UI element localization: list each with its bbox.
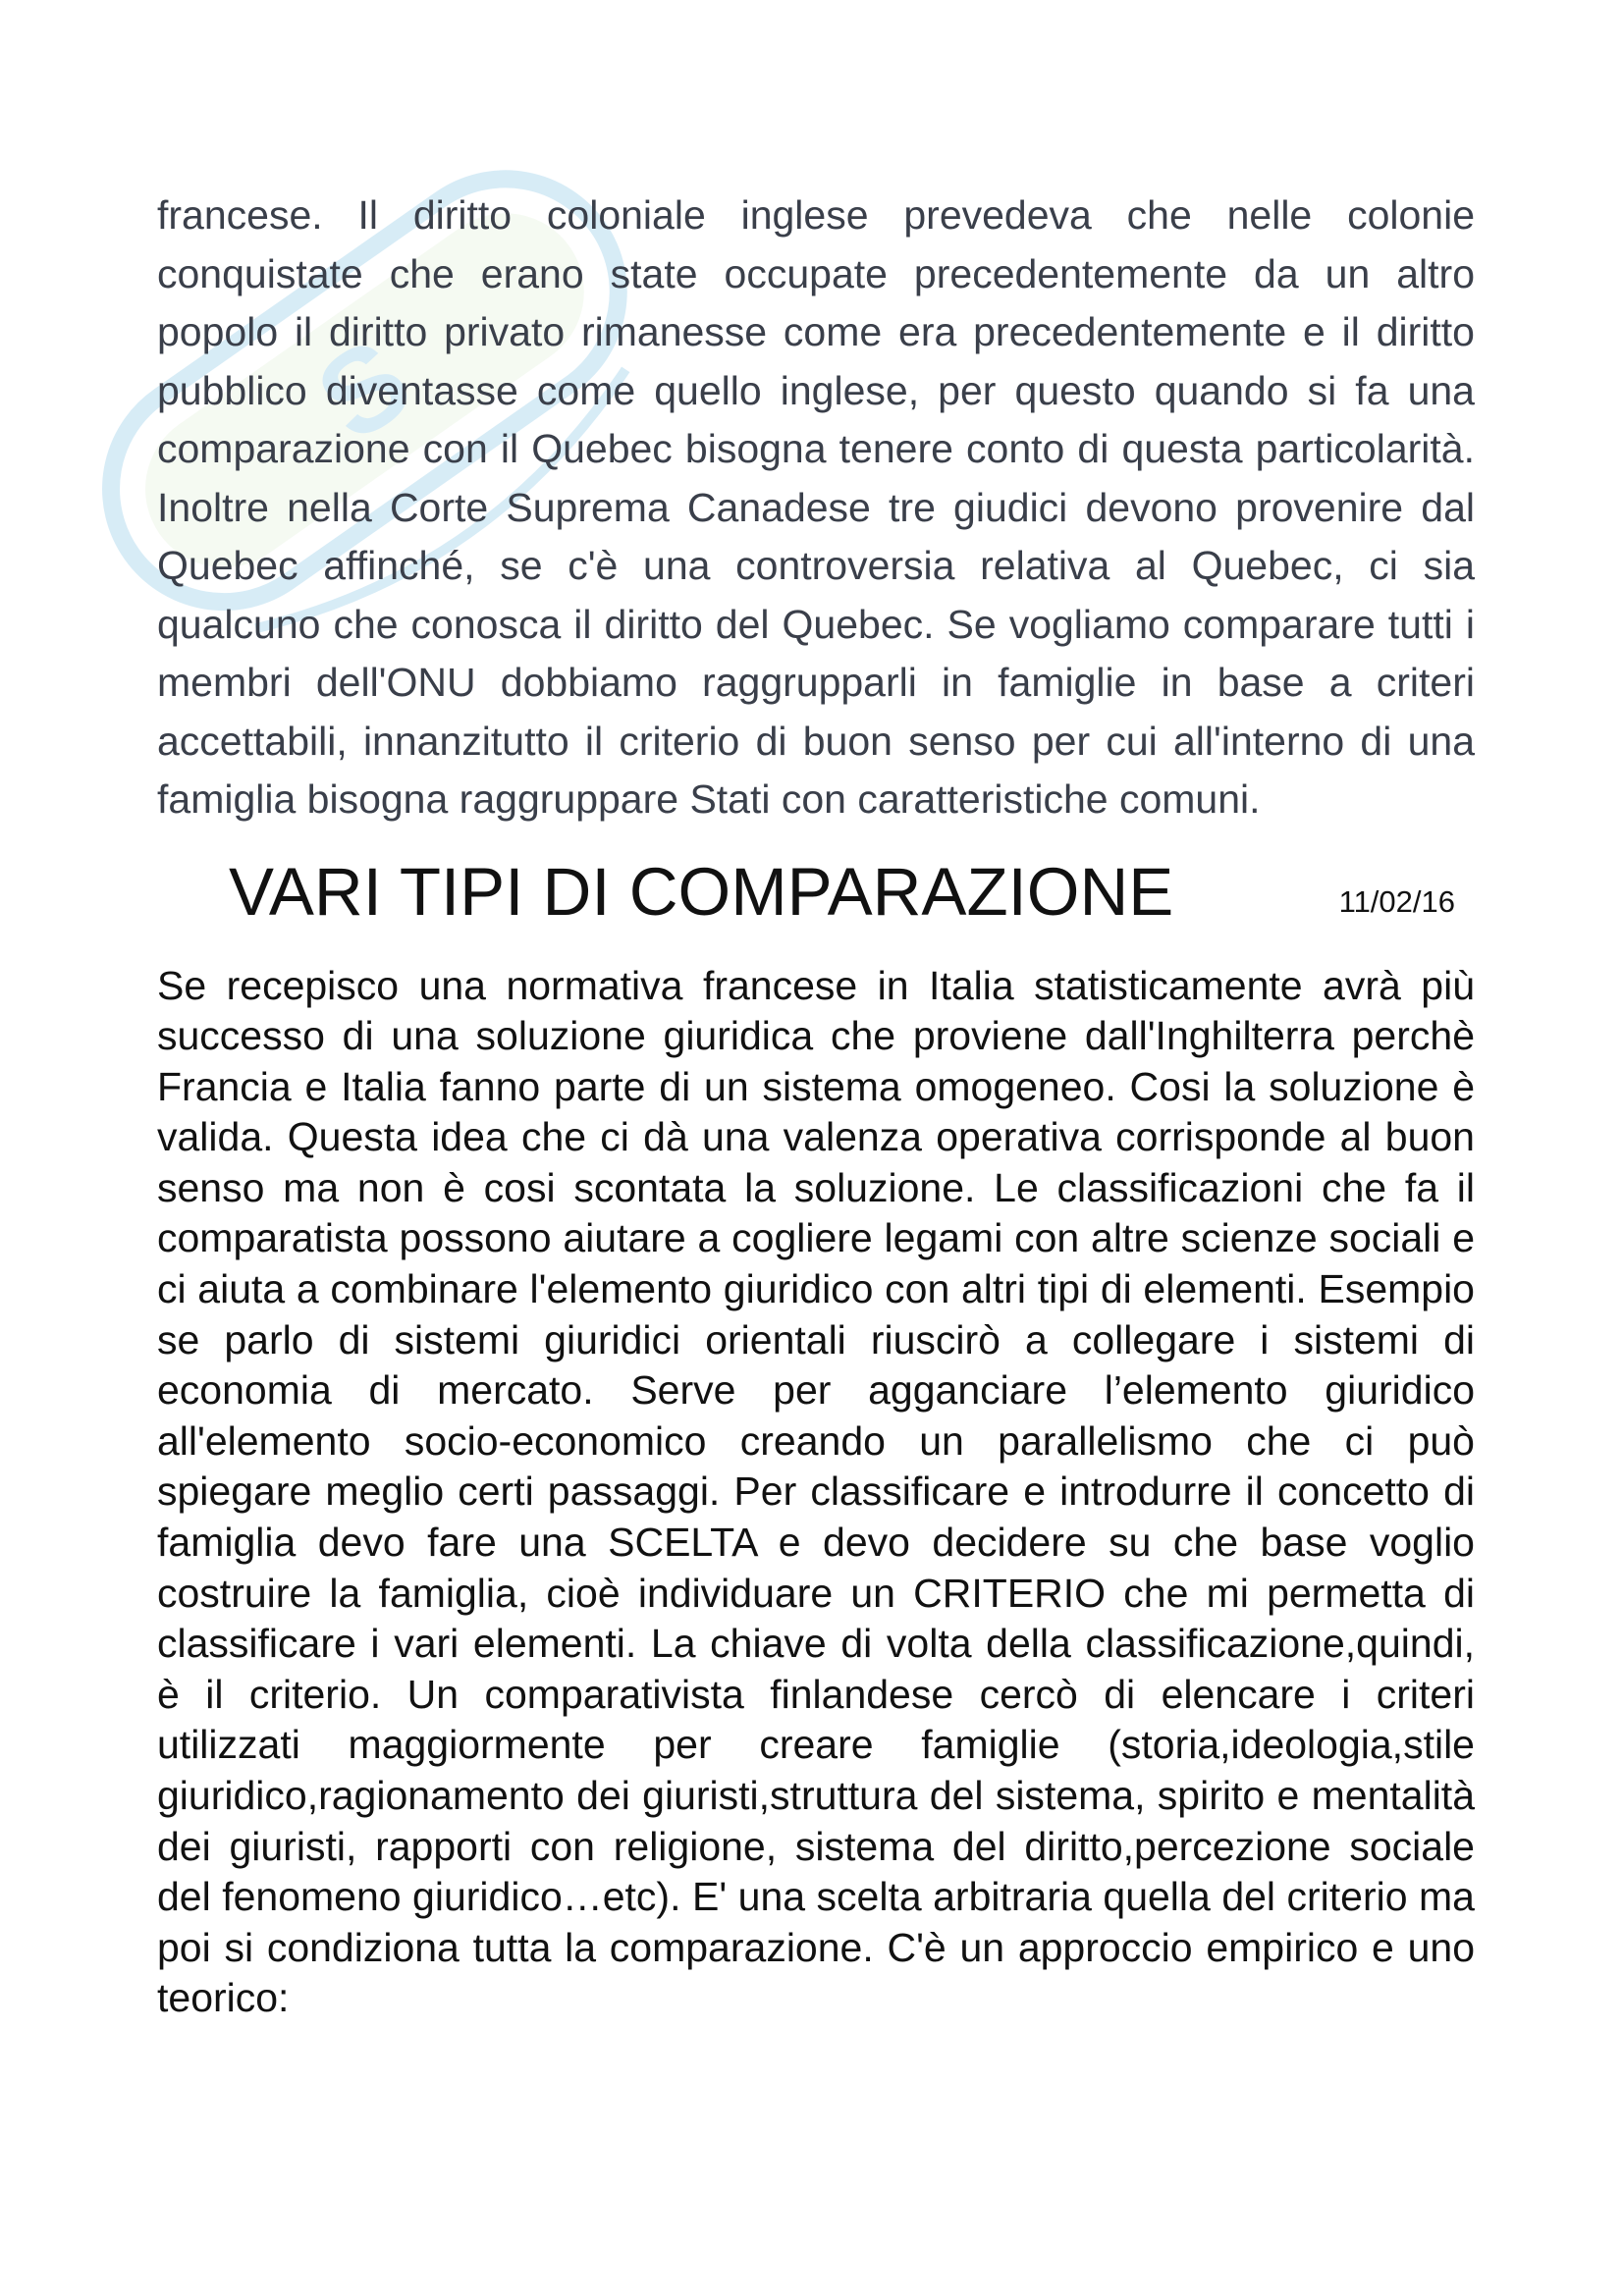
svg-text:S: S [294, 313, 435, 466]
page-content [157, 187, 1475, 2024]
intro-paragraph: francese. Il diritto coloniale inglese prevedeva che nelle colonie conquistate che erano state occupate precedentemente da un altro popolo il diritto privato rimanesse come era precedentemente e il diritto pubblico diventasse come quello inglese, per questo quando si fa una comparazione con il Quebec bisogna tenere conto di questa particolarità. Inoltre nella Corte Suprema Canadese tre giudici devono provenire dal Quebec affinché, se c'è una controversia relativa al Quebec, ci sia qualcuno che conosca il diritto del Quebec. Se vogliamo comparare tutti i membri dell'ONU dobbiamo raggrupparli in famiglie in base a criteri accettabili, innanzitutto il criterio di buon senso per cui all'interno di una famiglia bisogna raggruppare Stati con caratteristiche comuni. [157, 192, 1475, 822]
section-title: VARI TIPI DI COMPARAZIONE [229, 853, 1174, 930]
body-paragraph: Se recepisco una normativa francese in Italia statisticamente avrà più successo di una soluzione giuridica che proviene dall'Inghilterra perchè Francia e Italia fanno parte di un sistema omogeneo. Cosi la soluzione è valida. Questa idea che ci dà una valenza operativa corrisponde al buon senso ma non è cosi scontata la soluzione. Le classificazioni che fa il comparatista possono aiutare a cogliere legami con altre scienze sociali e ci aiuta a combinare l'elemento giuridico con altri tipi di elementi. Esempio se parlo di sistemi giuridici orientali riuscirò a collegare i sistemi di economia di mercato. Serve per agganciare l’elemento giuridico all'elemento socio-economico creando un parallelismo che ci può spiegare meglio certi passaggi. Per classificare e introdurre il concetto di famiglia devo fare una SCELTA e devo decidere su che base voglio costruire la famiglia, cioè individuare un CRITERIO che mi permetta di classificare i vari elementi. La chiave di volta della classificazione,quindi, è il criterio. Un comparativista finlandese cercò di elencare i criteri utilizzati maggiormente per creare famiglie (storia,ideologia,stile giuridico,ragionamento dei giuristi,struttura del sistema, spirito e mentalità dei giuristi, rapporti con religione, sistema del diritto,percezione sociale del fenomeno giuridico…etc). E' una scelta arbitraria quella del criterio ma poi si condiziona tutta la comparazione. C'è un approccio empirico e uno teorico: [157, 962, 1475, 2021]
section-date: 11/02/16 [1338, 883, 1455, 919]
section-heading [157, 843, 1475, 961]
